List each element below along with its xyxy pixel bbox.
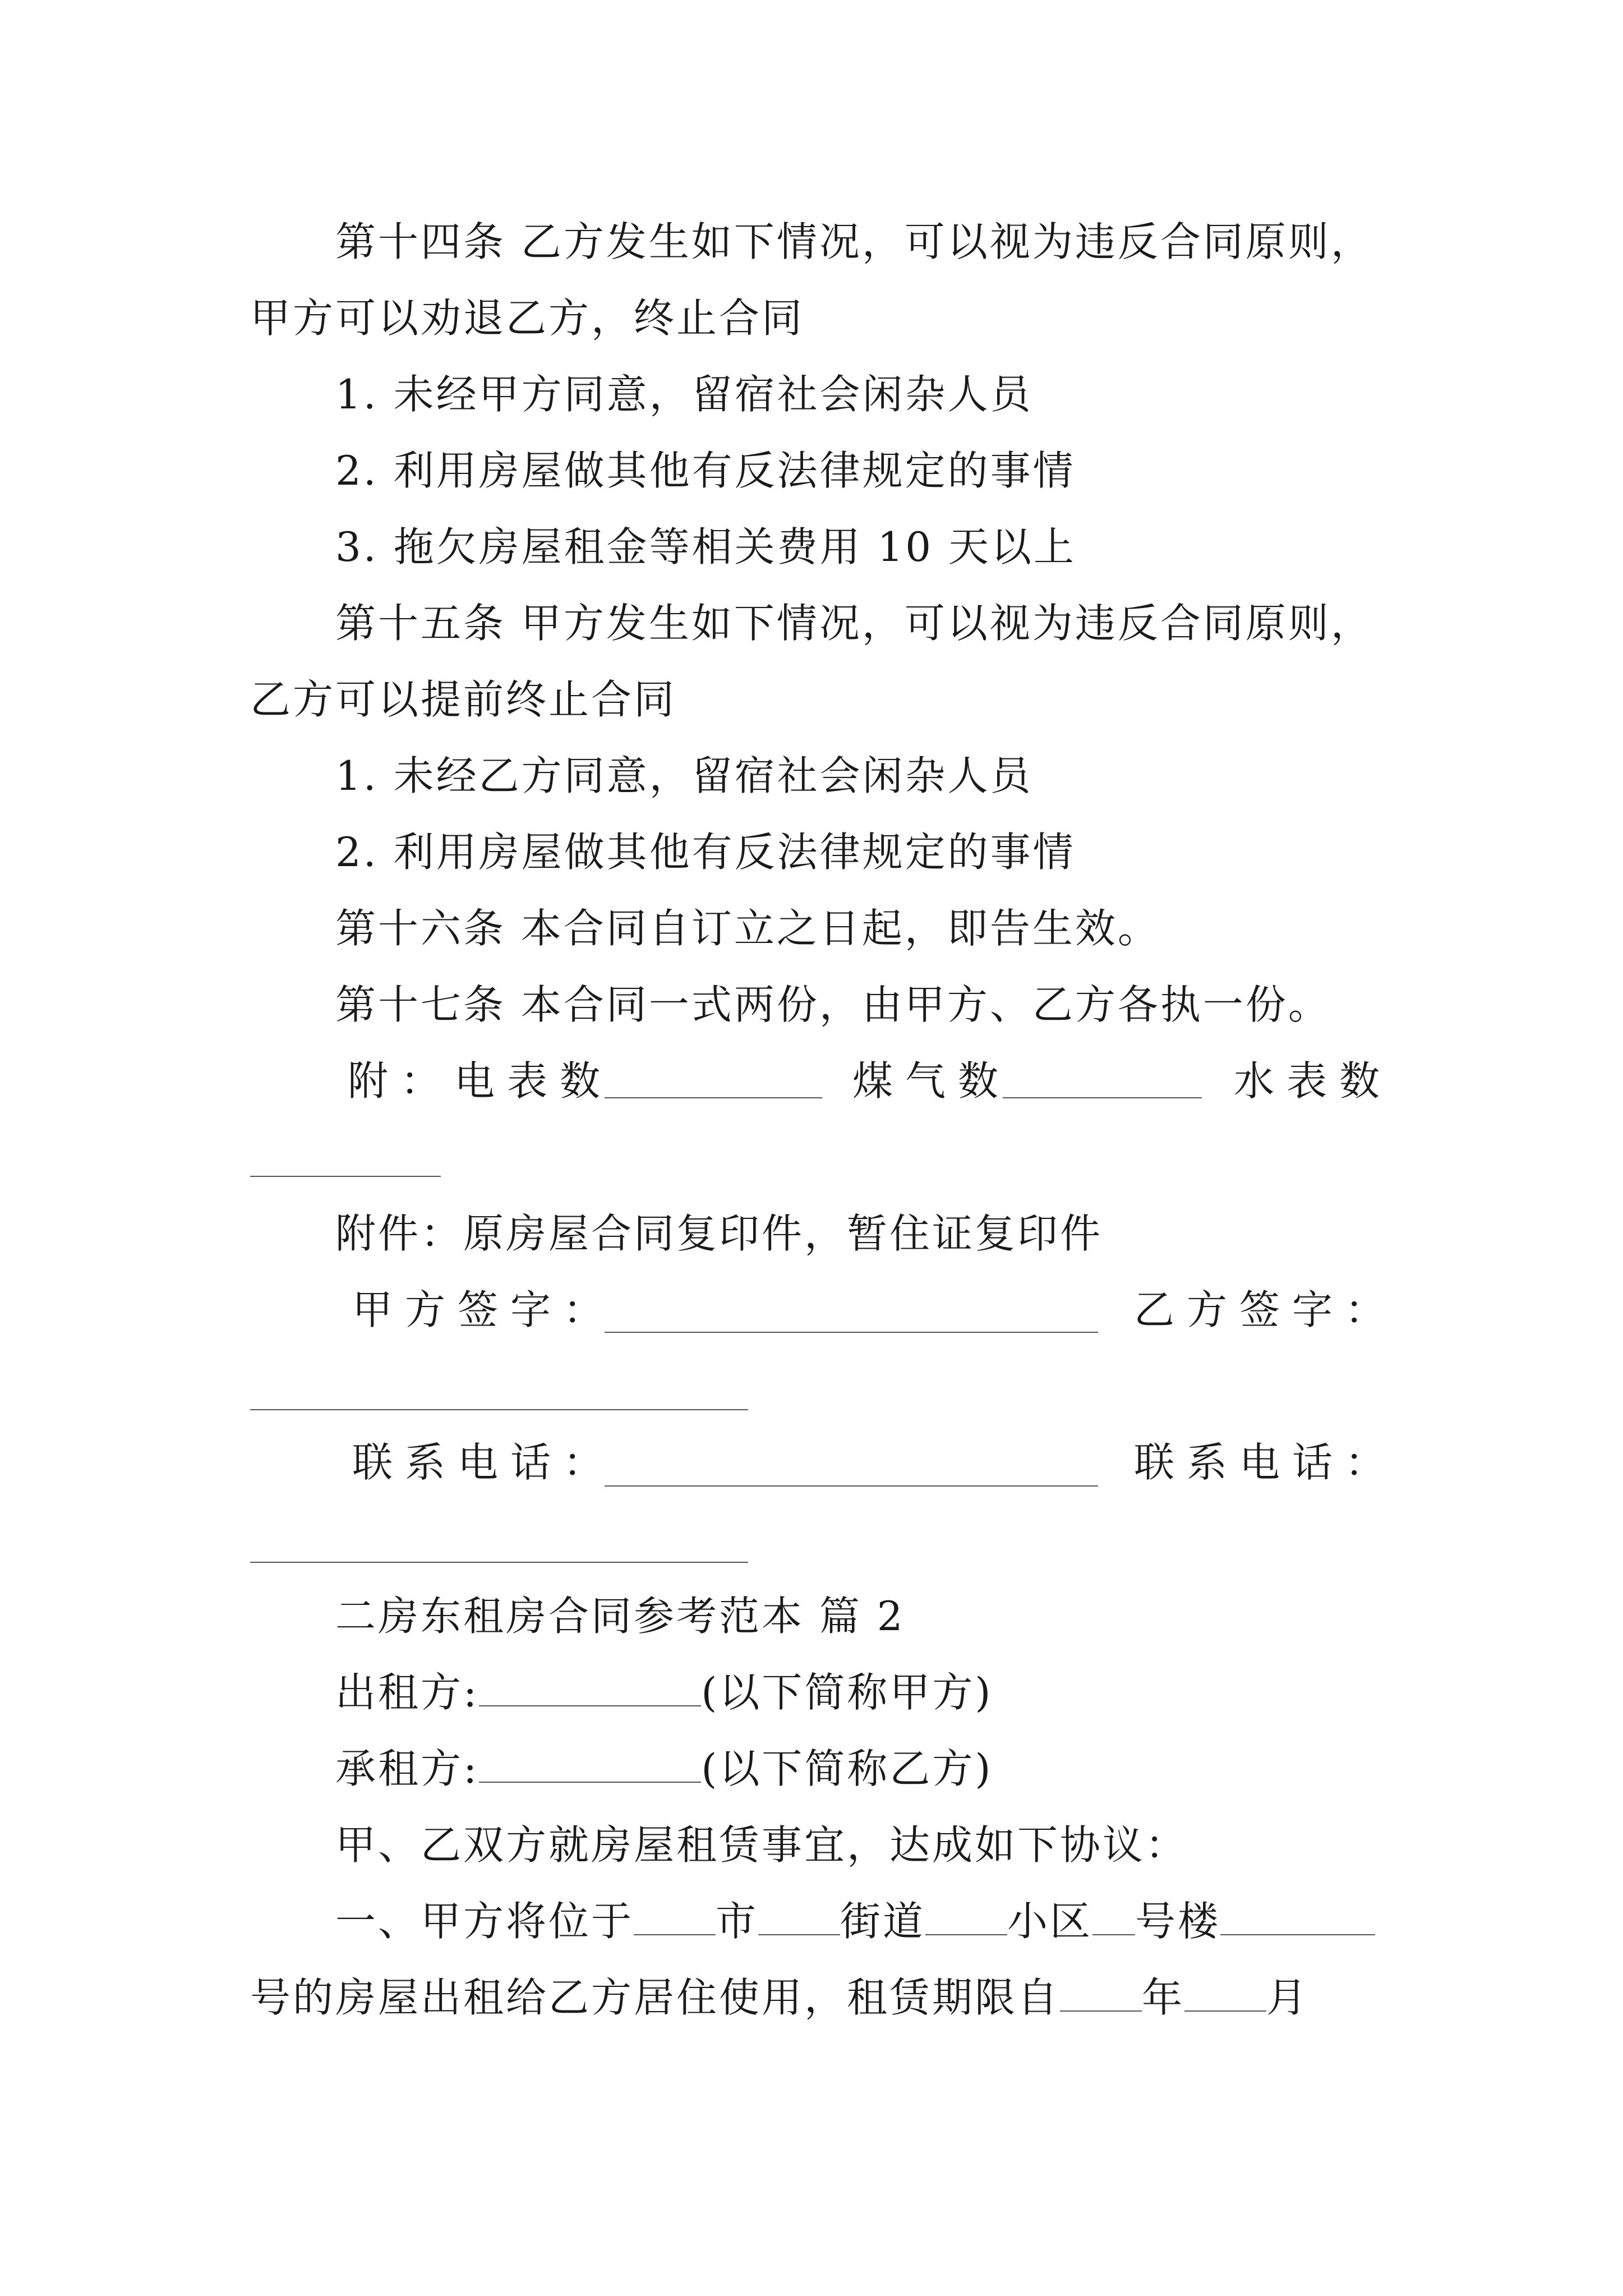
article-14-line-2: 甲方可以劝退乙方，终止合同 xyxy=(250,295,805,342)
article-15-item-2: 2. 利用房屋做其他有反法律规定的事情 xyxy=(335,829,1076,876)
meter-prefix: 附： xyxy=(348,1057,454,1105)
article-14-item-1: 1. 未经甲方同意，留宿社会闲杂人员 xyxy=(335,371,1033,418)
lessee-label: 承租方: xyxy=(335,1745,479,1792)
start-month-blank[interactable] xyxy=(1184,1977,1266,2012)
lessee-note: (以下简称乙方) xyxy=(701,1745,993,1792)
start-year-blank[interactable] xyxy=(1060,1977,1142,2012)
water-meter-label: 水表数 xyxy=(1234,1057,1393,1105)
article-14-item-3: 3. 拖欠房屋租金等相关费用 10 天以上 xyxy=(335,523,1076,570)
article-14-item-2: 2. 利用房屋做其他有反法律规定的事情 xyxy=(335,447,1076,494)
section-title-2: 二房东租房合同参考范本 篇 2 xyxy=(335,1593,905,1640)
party-a-phone-label: 联系电话： xyxy=(352,1439,616,1486)
article-17: 第十七条 本合同一式两份，由甲方、乙方各执一份。 xyxy=(335,981,1331,1028)
gas-meter-blank[interactable] xyxy=(1003,1097,1202,1098)
lessor-label: 出租方: xyxy=(335,1669,479,1716)
party-b-signature-blank[interactable] xyxy=(250,1409,748,1410)
year-label: 年 xyxy=(1142,1974,1185,2021)
unit-blank[interactable] xyxy=(1220,1901,1375,1935)
lessor-note: (以下简称甲方) xyxy=(701,1669,993,1716)
electric-meter-blank[interactable] xyxy=(605,1097,822,1098)
article-15-item-1: 1. 未经乙方同意，留宿社会闲杂人员 xyxy=(335,752,1033,799)
party-b-phone-label: 联系电话： xyxy=(1134,1439,1398,1486)
clause-1-text: 一、甲方将位于 xyxy=(335,1898,634,1945)
article-16: 第十六条 本合同自订立之日起，即告生效。 xyxy=(335,905,1160,952)
lessee-line xyxy=(335,1743,993,1794)
building-blank[interactable] xyxy=(1092,1901,1135,1935)
water-meter-blank[interactable] xyxy=(250,1176,441,1177)
clause-1-line-2 xyxy=(250,1972,1309,2023)
street-label: 街道 xyxy=(840,1898,926,1945)
party-a-signature-label: 甲方签字： xyxy=(352,1286,616,1333)
party-a-signature-blank[interactable] xyxy=(605,1332,1098,1333)
clause-1-line-1 xyxy=(335,1896,1375,1947)
article-14-line-1: 第十四条 乙方发生如下情况，可以视为违反合同原则， xyxy=(335,218,1373,265)
article-15-line-2: 乙方可以提前终止合同 xyxy=(250,676,677,723)
party-b-signature-label: 乙方签字： xyxy=(1134,1286,1398,1333)
attachments: 附件：原房屋合同复印件，暂住证复印件 xyxy=(335,1210,1103,1257)
month-label: 月 xyxy=(1266,1974,1310,2021)
city-blank[interactable] xyxy=(634,1901,716,1935)
lessor-blank[interactable] xyxy=(479,1672,701,1706)
community-blank[interactable] xyxy=(925,1901,1007,1935)
gas-meter-label: 煤气数 xyxy=(852,1057,1011,1105)
lessee-blank[interactable] xyxy=(479,1748,701,1783)
building-label: 号楼 xyxy=(1135,1898,1221,1945)
community-label: 小区 xyxy=(1007,1898,1093,1945)
lessor-line xyxy=(335,1667,993,1718)
clause-1-text-2: 号的房屋出租给乙方居住使用，租赁期限自 xyxy=(250,1974,1061,2021)
electric-meter-label: 电表数 xyxy=(454,1057,613,1105)
article-15-line-1: 第十五条 甲方发生如下情况，可以视为违反合同原则， xyxy=(335,600,1373,647)
party-a-phone-blank[interactable] xyxy=(605,1485,1098,1487)
party-b-phone-blank[interactable] xyxy=(250,1562,748,1563)
city-label: 市 xyxy=(716,1898,759,1945)
agreement-intro: 甲、乙双方就房屋租赁事宜，达成如下协议： xyxy=(335,1821,1188,1869)
street-blank[interactable] xyxy=(758,1901,840,1935)
